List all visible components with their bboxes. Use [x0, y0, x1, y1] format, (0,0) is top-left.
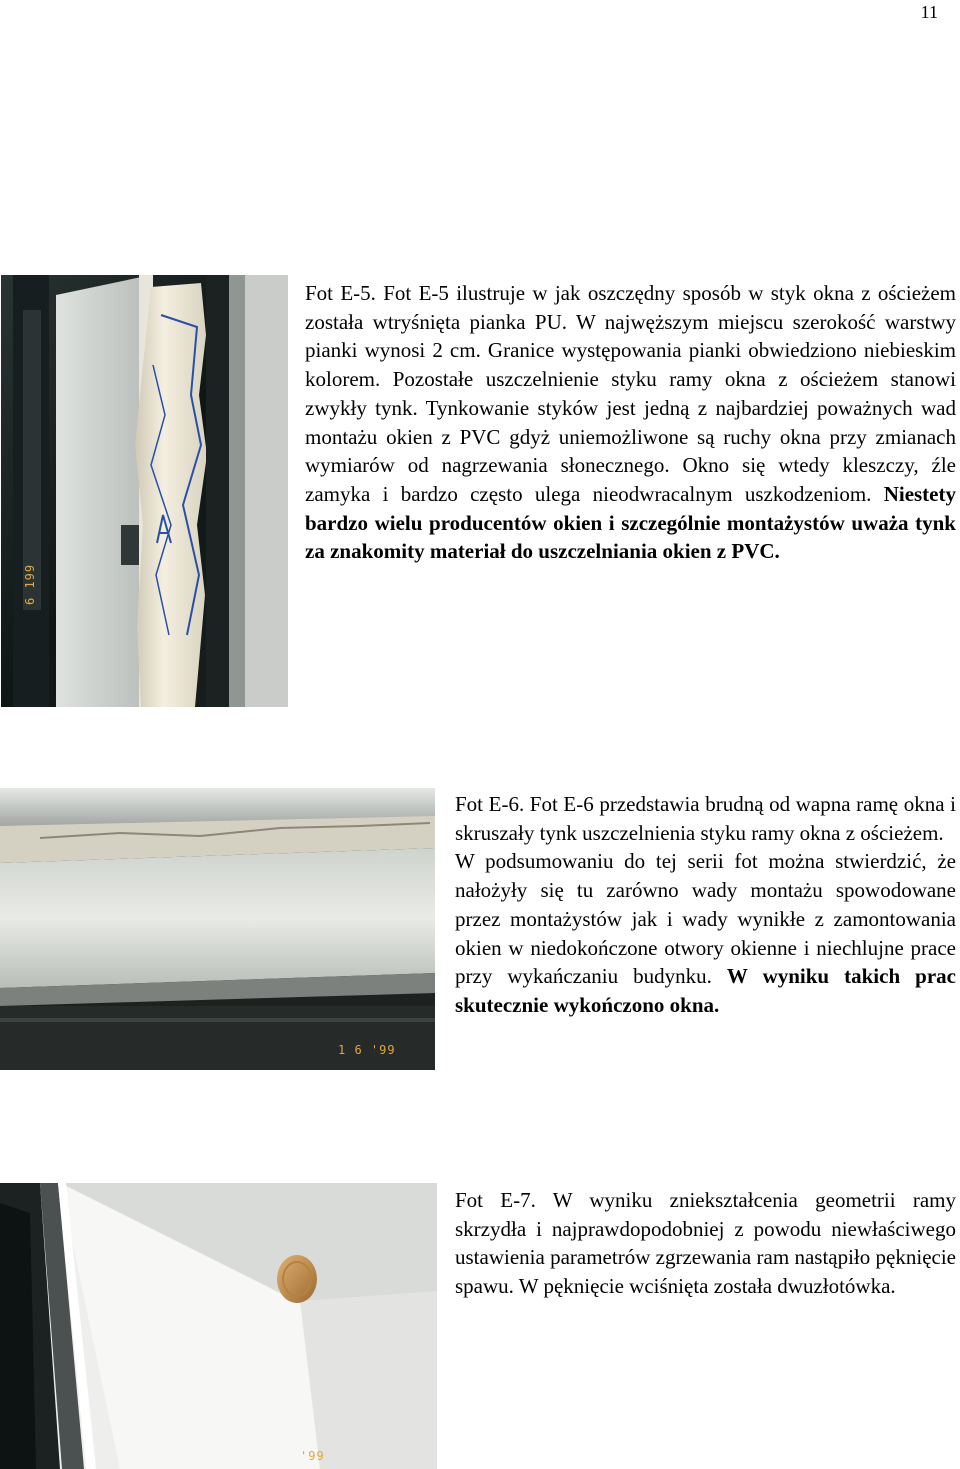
caption-e5-text: Fot E-5. Fot E-5 ilustruje w jak oszczędny sposób w styk okna z ościeżem została wtryśnięta pianka PU. W najwęższym miejscu szerokość warstwy pianki wynosi 2 cm. Granice występowania pianki obwiedziono niebieskim kolorem. Pozostałe uszczelnienie styku ramy okna z ościeżem stanowi zwykły tynk. Tynkowanie styków jest jedną z najbardziej poważnych wad montażu okien z PVC gdyż uniemożliwone są ruchy okna przy zmianach wymiarów od nagrzewania słonecznego. Okno się wtedy kleszczy, źle zamyka i bardzo często ulega nieodwracalnym uszkodzeniom. [305, 281, 956, 506]
caption-e5-bold-text: Niestety bardzo wielu producentów okien i szczególnie montażystów uważa tynk za znakomity materiał do uszczelniania okien z PVC. [305, 481, 956, 564]
photo-e5 [1, 275, 288, 707]
caption-e5 [305, 279, 956, 566]
page-number: 11 [920, 2, 938, 22]
caption-e6-text-1: Fot E-6. Fot E-6 przedstawia brudną od wapna ramę okna i skruszały tynk uszczelnienia styku ramy okna z ościeżem. [455, 792, 956, 845]
photo-e7-date-stamp: '99 [300, 1449, 325, 1463]
caption-e6 [455, 790, 956, 1020]
photo-e5-date-stamp: 6 199 [23, 563, 37, 605]
caption-e6-bold-text: W wyniku takich prac skutecznie wykończono okna. [455, 964, 956, 1017]
photo-e5-image [1, 275, 288, 707]
caption-e6-paragraph-2 [455, 847, 956, 1019]
caption-e5-paragraph [305, 279, 956, 566]
caption-e6-paragraph-1 [455, 790, 956, 847]
caption-e7-text: Fot E-7. W wyniku zniekształcenia geometrii ramy skrzydła i najprawdopodobniej z powodu niewłaściwego ustawienia parametrów zgrzewania ram nastąpiło pęknięcie spawu. W pęknięcie wciśnięta została dwuzłotówka. [455, 1188, 956, 1299]
photo-e6 [0, 788, 435, 1070]
photo-e6-date-stamp: 1 6 '99 [338, 1043, 396, 1057]
photo-e6-image [0, 788, 435, 1070]
photo-e7-image [0, 1183, 437, 1469]
caption-e7 [455, 1186, 956, 1301]
caption-e7-paragraph [455, 1186, 956, 1301]
photo-e7 [0, 1183, 437, 1469]
caption-e6-text-2: W podsumowaniu do tej serii fot można stwierdzić, że nałożyły się tu zarówno wady montażu spowodowane przez montażystów jak i wady wynikłe z zamontowania okien w niedokończone otwory okienne i niechlujne prace przy wykańczaniu budynku. [455, 849, 956, 989]
